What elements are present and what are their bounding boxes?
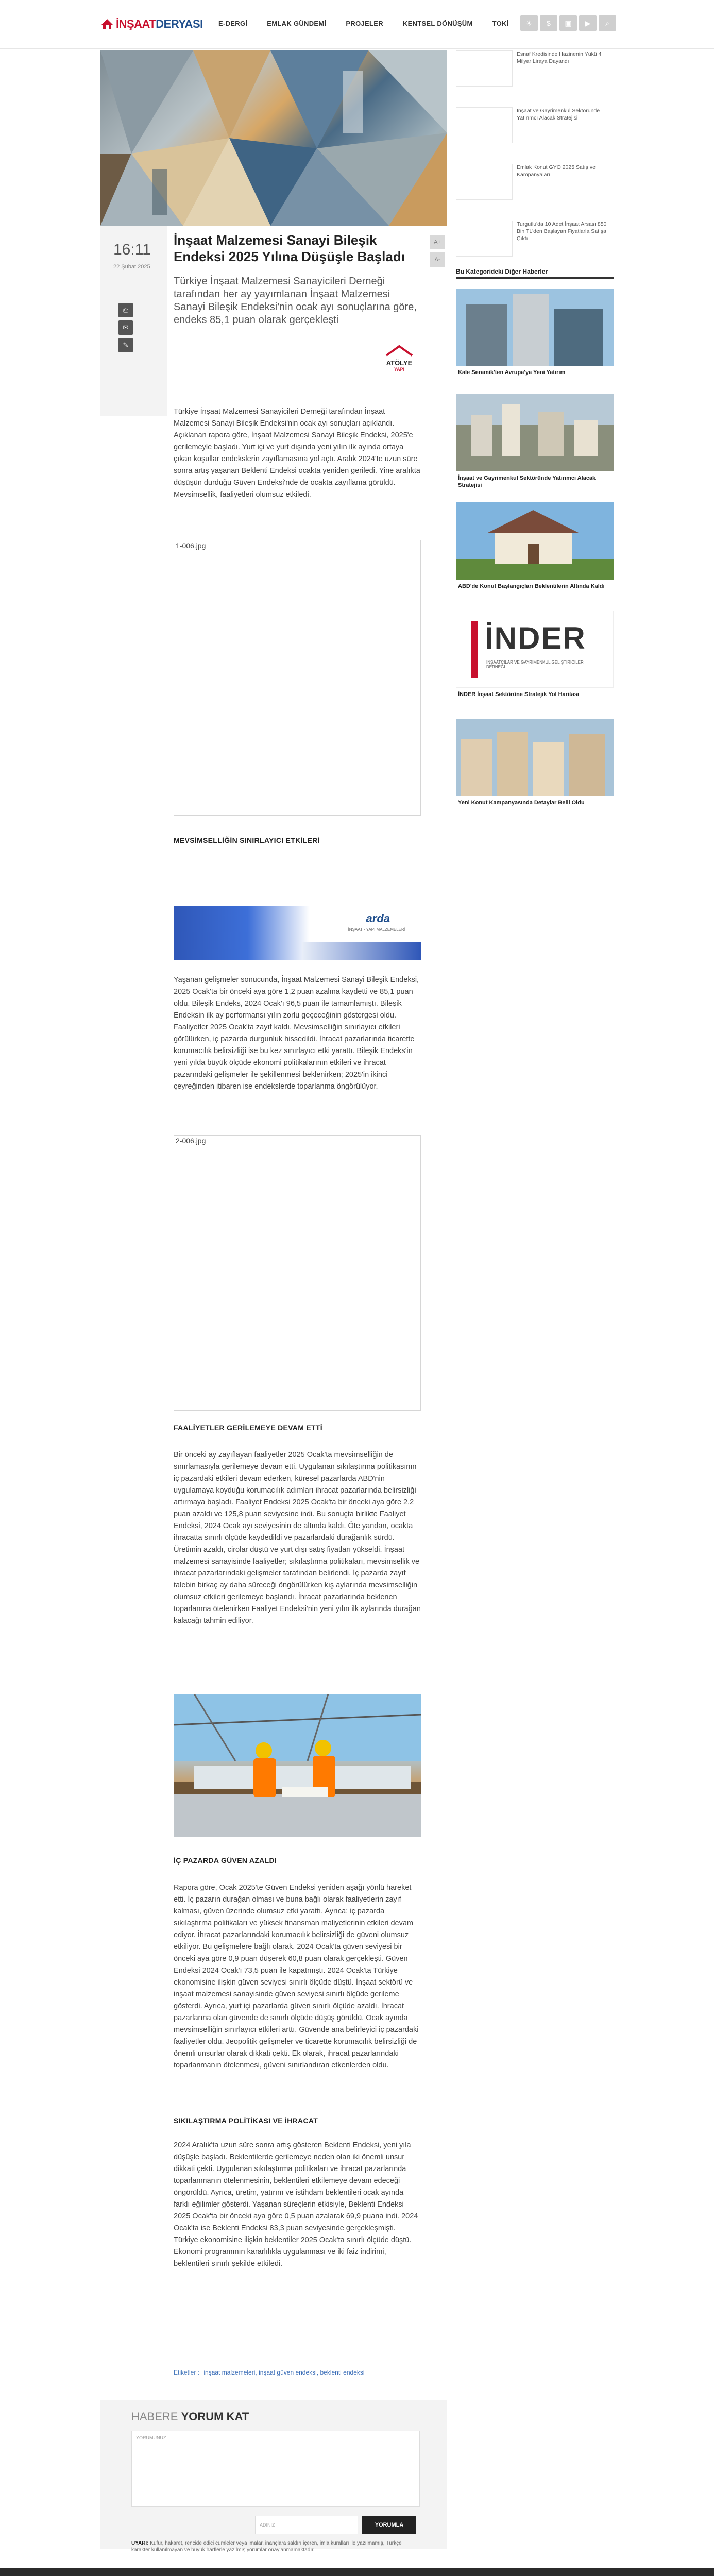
comment-title: [131, 2410, 249, 2424]
tags-label: Etiketler :: [174, 2369, 200, 2376]
article-subtitle: Türkiye İnşaat Malzemesi Sanayicileri Derneği tarafından her ay yayımlanan İnşaat Malzemesi Sanayi Bileşik Endeksi'nin ocak ayı sonuçlarına göre, endeks 85,1 puan olarak gerçekleşti: [174, 276, 417, 326]
news-title: Turgutlu'da 10 Adet İnşaat Arsası 850 Bin TL'den Başlayan Fiyatlarla Satışa Çıktı: [517, 221, 607, 242]
comment-title-prefix: HABERE: [131, 2410, 178, 2423]
nav-item-emlak-gundemi[interactable]: EMLAK GÜNDEMİ: [267, 20, 327, 27]
warning-label: UYARI:: [131, 2540, 149, 2546]
warning-text: Küfür, hakaret, rencide edici cümleler veya imalar, inançlara saldırı içeren, imla kuralları ile yazılmamış, Türkçe karakter kullanılmayan ve büyük harflerle yazılmış yorumlar onaylanmamaktadır.: [131, 2540, 402, 2553]
paragraph-1: Türkiye İnşaat Malzemesi Sanayicileri Derneği tarafından İnşaat Malzemesi Sanayi Bileşik Endeksi'nin ocak ayı sonuçları açıklandı. Açıklanan rapora göre, İnşaat Malzemesi Sanayi Bileşik Endeksi, 2025'e gerilemeyle başladı. Yurt içi ve yurt dışında yeni yılın ilk ayında ortaya çıkan koşullar endekslerin zayıflamasına yol açtı. Aralık 2024'te uzun süre sonra artış yaşanan Beklenti Endeksi ocakta yeniden geriledi. Yine aralıkta düşüşün durduğu Güven Endeksi'nde de ocakta zayıflama görüldü. Mevsimsellik, faaliyetleri olumsuz etkiledi.: [174, 408, 420, 499]
category-news-item[interactable]: [456, 502, 614, 593]
sponsor-logo: [379, 344, 420, 372]
top-news-item[interactable]: [456, 50, 614, 107]
inder-sub: İNŞAATÇILAR VE GAYRİMENKUL GELİŞTİRİCİLER DERNEĞİ: [486, 660, 584, 669]
article-meta-panel: [100, 226, 167, 416]
camera-icon[interactable]: ▣: [559, 15, 577, 31]
house-illustration: [456, 502, 614, 580]
category-news-item[interactable]: [456, 611, 614, 701]
nav-item-toki[interactable]: TOKİ: [492, 20, 509, 27]
weather-icon[interactable]: ☀: [520, 15, 538, 31]
search-icon[interactable]: ⌕: [599, 15, 616, 31]
building-illustration: [456, 289, 614, 366]
hero-image: [100, 50, 447, 226]
news-title: Esnaf Kredisinde Hazinenin Yükü 4 Milyar Liraya Dayandı: [517, 51, 602, 64]
font-decrease-button[interactable]: A-: [430, 252, 445, 267]
arda-sub: İNŞAAT · YAPI MALZEMELERİ: [348, 927, 405, 932]
category-title: Bu Kategorideki Diğer Haberler: [456, 268, 614, 279]
nav-item-edergi[interactable]: E-DERGİ: [218, 20, 248, 27]
category-news-item[interactable]: [456, 719, 614, 809]
nav-item-projeler[interactable]: PROJELER: [346, 20, 383, 27]
image-2-filename: 2-006.jpg: [176, 1137, 206, 1145]
logo-wordmark: [116, 18, 203, 31]
heading-mevsimsellik: MEVSİMSELLİĞİN SINIRLAYICI ETKİLERİ: [174, 836, 320, 844]
site-logo[interactable]: [100, 15, 203, 33]
paragraph-5: 2024 Aralık'ta uzun süre sonra artış gösteren Beklenti Endeksi, yeni yıla düşüşle başladı. Beklentilerde gerilemeye neden olan iki önemli unsur dikkati çekti. Uygulanan sıkılaştırma politikaları ve ihracat pazarlarında toparlanmanın ötelenmesinin, beklentileri etkilemeye devam edeceği öngörüldü. Ayrıca, üretim, yatırım ve istihdam beklentileri ocak ayında farklı eğilimler gösterdi. Yaşanan süreçlerin etkisiyle, Beklenti Endeksi 2025 Ocak'ta bir önceki aya göre 0,5 puan azalarak 69,9 puana indi. 2024 Ocak'ta ise Beklenti Endeksi 83,3 puan seviyesinde gerçekleşmişti. Türkiye ekonomisine ilişkin beklentiler 2025 Ocak'ta sınırlı ölçüde düştü. Ekonomi programının kararlılıkla uygulanması ve iki faiz indirimi, beklentileri sınırlı şekilde etkiledi.: [174, 2141, 418, 2268]
tags-row: [174, 2369, 365, 2376]
news-thumbnail: [456, 164, 513, 200]
category-news-caption: İnşaat ve Gayrimenkul Sektöründe Yatırımcı Alacak Stratejisi: [458, 475, 596, 488]
tags-list[interactable]: inşaat malzemeleri, inşaat güven endeksi, beklenti endeksi: [203, 2369, 365, 2376]
logo-part-2: DERYASI: [156, 18, 203, 30]
paragraph-2: Yaşanan gelişmeler sonucunda, İnşaat Malzemesi Sanayi Bileşik Endeksi, 2025 Ocak'ta bir önceki aya göre 1,2 puan azalma kaydetti ve 85,1 puan oldu. Bileşik Endeks, 2024 Ocak'ı 96,5 puan ile tamamlamıştı. Bileşik Endeksin ilk ay performansı yılın zorlu geçeceğinin göstergesi oldu. Faaliyetler 2025 Ocak'ta zayıf kaldı. Mevsimselliğin sınırlayıcı etkileri görülürken, iç pazarda durgunluk hissedildi. İhracat pazarlarında ticarette korumacılık belirsizliği ise bu kez sınırlayıcı etki yarattı. Bileşik Endeks'in yeni yılda büyük ölçüde ekonomi politikalarının etkileri ve ihracat pazarındaki gelişmeler ile şekillenmesi beklenirken; 2025'in ikinci çeyreğinden itibaren ise endekslerde toparlanma öngörülüyor.: [174, 976, 419, 1091]
category-news-caption: Kale Seramik'ten Avrupa'ya Yeni Yatırım: [458, 369, 566, 376]
category-news-item[interactable]: [456, 289, 614, 379]
video-icon[interactable]: ▶: [579, 15, 597, 31]
image-1-filename: 1-006.jpg: [176, 541, 206, 550]
category-news-image: [456, 611, 614, 688]
sponsor-sub: YAPI: [394, 367, 405, 372]
main-nav: [209, 16, 519, 30]
logo-part-1: İNŞAAT: [116, 18, 156, 30]
comment-name-input[interactable]: ADINIZ: [255, 2516, 358, 2534]
inder-logo: İNDER: [485, 621, 586, 655]
hero-collage: [100, 50, 447, 226]
news-thumbnail: [456, 221, 513, 257]
nav-tools: [520, 15, 616, 31]
footer: [0, 2568, 714, 2576]
heading-ic-pazar: İÇ PAZARDA GÜVEN AZALDI: [174, 1856, 277, 1865]
font-increase-button[interactable]: A+: [430, 235, 445, 249]
category-news-caption: ABD'de Konut Başlangıçları Beklentilerin Altında Kaldı: [458, 583, 605, 589]
category-news-caption: İNDER İnşaat Sektörüne Stratejik Yol Haritası: [458, 691, 579, 698]
email-icon[interactable]: ✉: [118, 320, 133, 335]
paragraph-4: Rapora göre, Ocak 2025'te Güven Endeksi yeniden aşağı yönlü hareket etti. İç pazarın durağan olması ve buna bağlı olarak faaliyetlerin zayıf kalması, güven üzerinde olumsuz etki yarattı. Ayrıca; iç pazarda sıkılaştırma politikaları ve yüksek finansman maliyetlerinin etkileri devam ediyor. İhracat pazarlarındaki korumacılık belirsizliği de güveni olumsuz etkiliyor. Bu gelişmelere bağlı olarak, 2024 Ocak'ta güven seviyesi bir önceki aya göre 0,9 puan düşerek 60,8 puan olarak gerçekleşti. Güven Endeksi 2024 Ocak'ı 73,5 puan ile kapatmıştı. 2024 Ocak'ta Türkiye ekonomisine ilişkin güven seviyesi sınırlı ölçüde düştü. İnşaat sektörü ve inşaat malzemesi sanayisinde güven seviyesi sınırlı ölçüde gerileme gösterdi. Ayrıca, yurt içi pazarlarda güven sınırlı ölçüde azaldı. İhracat pazarlarına olan güvende de sınırlı ölçüde düşüş görüldü. Ocak ayında mevsimselliğin sınırlayıcı etkileri arttı. Güvende ana belirleyici iç pazardaki faaliyetler oldu. Jeopolitik gelişmeler ve ticarette korumacılık belirsizliği de önemli unsurlar olarak dikkati çekti. Ek olarak, ihracat pazarlarındaki toparlanmanın ötelenmesi, güveni sınırlandıran etkenlerden oldu.: [174, 1884, 419, 2070]
top-news-item[interactable]: [456, 164, 614, 221]
house-logo-icon: [100, 18, 114, 31]
sidebar-top-news: [456, 50, 614, 277]
arda-logo: arda: [366, 912, 390, 925]
currency-icon[interactable]: $: [540, 15, 557, 31]
sponsor-roof-icon: [384, 344, 415, 357]
news-title: İnşaat ve Gayrimenkul Sektöründe Yatırımcı Alacak Stratejisi: [517, 108, 600, 121]
arda-banner[interactable]: [174, 906, 421, 960]
category-news-image: [456, 394, 614, 471]
comment-send-button[interactable]: YORUMLA: [362, 2516, 416, 2534]
font-size-controls: [430, 235, 445, 270]
comment-warning: [131, 2540, 420, 2553]
comment-icon[interactable]: ✎: [118, 338, 133, 352]
article-image-workers: [174, 1694, 421, 1837]
category-news-image: [456, 502, 614, 580]
news-title: Emlak Konut GYO 2025 Satış ve Kampanyaları: [517, 164, 596, 178]
category-news-image: [456, 289, 614, 366]
nav-item-kentsel-donusum[interactable]: KENTSEL DÖNÜŞÜM: [402, 20, 473, 27]
top-news-item[interactable]: [456, 107, 614, 164]
article-date: 22 Şubat 2025: [113, 264, 150, 270]
category-news-item[interactable]: [456, 394, 614, 492]
heading-faaliyetler: FAALİYETLER GERİLEMEYE DEVAM ETTİ: [174, 1423, 322, 1432]
banner-stripe: [302, 942, 421, 960]
sponsor-name: ATÖLYE: [386, 359, 413, 367]
article-title: İnşaat Malzemesi Sanayi Bileşik Endeksi 2025 Yılına Düşüşle Başladı: [174, 232, 405, 264]
comment-section: [100, 2400, 447, 2553]
article-image-2: [174, 1135, 421, 1411]
top-navigation-bar: [0, 0, 714, 49]
comment-title-strong: YORUM KAT: [181, 2410, 249, 2423]
category-news-image: [456, 719, 614, 796]
workers-illustration: [174, 1694, 421, 1837]
news-thumbnail: [456, 107, 513, 143]
paragraph-3: Bir önceki ay zayıflayan faaliyetler 2025 Ocak'ta mevsimselliğin de sınırlamasıyla gerilemeye devam etti. Uygulanan sıkılaştırma politikasının iç pazardaki etkileri devam ederken, küresel pazarlarda ABD'nin uygulamaya koyduğu korumacılık adımları ihracat pazarlarında belirsizliği artırmaya başladı. Faaliyet Endeksi 2025 Ocak'ta bir önceki aya göre 2,2 puan azaldı ve 125,8 puan seviyesine indi. Bu sonuçta birlikte Faaliyet Endeksi, 2024 Ocak ayı seviyesinin de altında kaldı. Öte yandan, ocakta ihracatta sınırlı ölçüde kaydedildi ve pazarlardaki durağanlık sürdü. Üretimin azaldı, cirolar düştü ve yurt dışı satış fiyatları yükseldi. İnşaat malzemesi sanayisinde faaliyetler; sıkılaştırma politikaları, mevsimsellik ve ihracat pazarlarındaki gelişmeler tarafından belirlendi. İç pazarda zayıf talebin birkaç ay daha süreceği öngörülürken kış aylarında mevsimselliğin olumsuz etkileri gerilemeye başlandı. İhracat pazarlarında beklenen toparlanma ötelenirken Faaliyet Endeksi'nin yeni yılın ilk aylarında durağan kalacağı tahmin ediliyor.: [174, 1451, 421, 1625]
news-thumbnail: [456, 50, 513, 87]
comment-textarea[interactable]: YORUMUNUZ: [131, 2431, 420, 2507]
city-illustration: [456, 394, 614, 471]
article-image-1: [174, 540, 421, 816]
article-time: 16:11: [113, 241, 151, 258]
print-icon[interactable]: ⎙: [118, 303, 133, 317]
housing-illustration: [456, 719, 614, 796]
heading-sikilastirma: SIKILAŞTIRMA POLİTİKASI VE İHRACAT: [174, 2116, 318, 2125]
article-column: [100, 50, 447, 2554]
category-news-caption: Yeni Konut Kampanyasında Detaylar Belli Oldu: [458, 800, 585, 806]
